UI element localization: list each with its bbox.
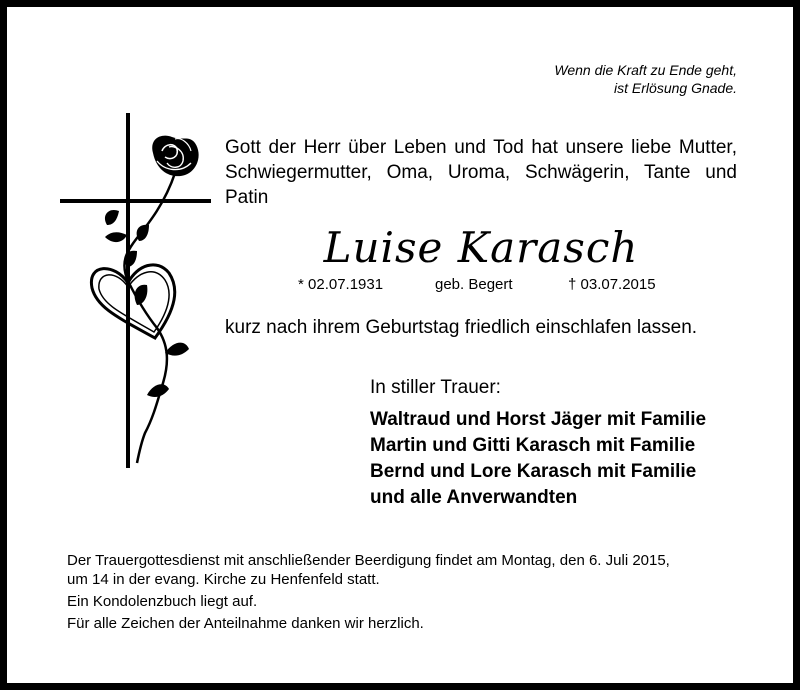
service-line: um 14 in der evang. Kirche zu Henfenfeld statt. bbox=[67, 571, 380, 588]
deceased-name: Luise Karasch bbox=[323, 223, 639, 272]
intro-text: Gott der Herr über Leben und Tod hat unsere liebe Mutter, Schwiegermutter, Oma, Uroma, Schwägerin, Tante und Patin bbox=[225, 137, 737, 208]
condolence-book-line: Ein Kondolenzbuch liegt auf. bbox=[67, 593, 258, 610]
family-line: Waltraud und Horst Jäger mit Familie bbox=[370, 409, 707, 430]
mourning-label: In stiller Trauer: bbox=[370, 377, 501, 398]
family-line: und alle Anverwandten bbox=[370, 487, 578, 508]
maiden-name: geb. Begert bbox=[435, 276, 513, 293]
quote-line-2: ist Erlösung Gnade. bbox=[614, 80, 737, 96]
family-list bbox=[370, 407, 706, 511]
service-line: Der Trauergottesdienst mit anschließender Beerdigung findet am Montag, den 6. Juli 2015, bbox=[67, 552, 670, 569]
closing-text: kurz nach ihrem Geburtstag friedlich einschlafen lassen. bbox=[225, 317, 698, 338]
service-info bbox=[67, 551, 747, 633]
family-line: Martin und Gitti Karasch mit Familie bbox=[370, 435, 696, 456]
quote-line-1: Wenn die Kraft zu Ende geht, bbox=[554, 62, 737, 78]
epigraph-quote bbox=[507, 61, 737, 97]
thanks-line: Für alle Zeichen der Anteilnahme danken wir herzlich. bbox=[67, 615, 424, 632]
family-line: Bernd und Lore Karasch mit Familie bbox=[370, 461, 697, 482]
rose-icon bbox=[152, 136, 198, 176]
birth-date: * 02.07.1931 bbox=[298, 276, 384, 293]
cross-with-rose-and-heart-icon bbox=[57, 113, 227, 473]
death-date: † 03.07.2015 bbox=[568, 276, 656, 293]
